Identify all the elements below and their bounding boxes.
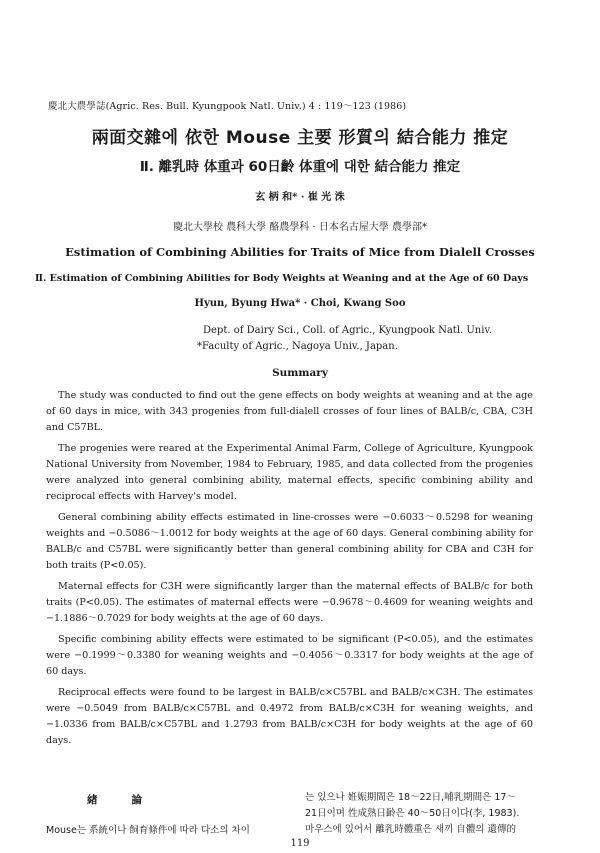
subtitle-korean: Ⅱ. 離乳時 体重과 60日齡 体重에 대한 結合能力 推定 (139, 159, 461, 175)
authors-korean: 玄 柄 和* · 崔 光 洙 (255, 192, 345, 203)
intro-right-column (305, 790, 537, 838)
affiliation-korean: 慶北大學校 農科大學 酪農學科 · 日本名古屋大學 農學部* (172, 222, 428, 233)
title-english: Estimation of Combining Abilities for Traits of Mice from Dialell Crosses (65, 245, 535, 259)
section-heading-char: 論 (131, 794, 142, 806)
affiliation-line: Dept. of Dairy Sci., Coll. of Agric., Kyungpook Natl. Univ. (203, 325, 493, 336)
summary-paragraph: Maternal effects for C3H were significantly larger than the maternal effects of BALB/c for both traits (P<0.05). The estimates of maternal effects were −0.9678～0.4609 for weaning weights and −1.1886～0.7029 for body weights at the age of 60 days. (46, 580, 533, 624)
summary-paragraph: The study was conducted to find out the gene effects on body weights at weaning and at the age of 60 days in mice, with 343 progenies from full-dialell crosses of four lines of BALB/c, CBA, C3H and C57BL. (46, 390, 533, 434)
page-number: 119 (290, 838, 310, 849)
section-heading-char: 緖 (87, 794, 98, 806)
intro-line: 는 있으나 姙娠期間은 18～22日,哺乳期間은 17～ (305, 792, 516, 803)
summary-paragraph: Specific combining ability effects were estimated to be significant (P<0.05), and the estimates were −0.1999～0.3380 for weaning weights and −0.4056～0.3317 for body weights at the age of 60 days. (46, 633, 533, 677)
authors-english: Hyun, Byung Hwa* · Choi, Kwang Soo (194, 298, 406, 309)
summary-paragraph: The progenies were reared at the Experimental Animal Farm, College of Agriculture, Kyungpook National University from November, 1984 to February, 1985, and data collected from the progenies were analyzed into general combining ability, maternal effects, specific combining ability and reciprocal effects with Harvey's model. (46, 442, 533, 503)
subtitle-english: Ⅱ. Estimation of Combining Abilities for Body Weights at Weaning and at the Age of 60 Days (35, 273, 529, 284)
affiliation-line: *Faculty of Agric., Nagoya Univ., Japan. (197, 341, 398, 352)
summary-body (46, 388, 533, 754)
intro-line: 마우스에 있어서 離乳時體重은 새끼 自體의 遺傳的 (305, 824, 517, 835)
intro-line: 21日이며 性成熟日齡은 40～50日이다(李, 1983). (305, 808, 520, 819)
journal-citation: 慶北大農學誌(Agric. Res. Bull. Kyungpook Natl. Univ.) 4 : 119～123 (1986) (48, 101, 407, 112)
section-heading-introduction (87, 792, 187, 807)
affiliation-english (197, 323, 493, 355)
summary-heading: Summary (272, 367, 328, 379)
intro-left-column: Mouse는 系統이나 飼育條件에 따라 다소의 차이 (46, 825, 250, 836)
summary-paragraph: Reciprocal effects were found to be largest in BALB/c×C57BL and BALB/c×C3H. The estimates were −0.5049 from BALB/c×C57BL and 0.4972 from BALB/c×C3H for weaning weights, and −1.0336 from BALB/c×C57BL and 1.2793 from BALB/c×C3H for body weights at the age of 60 days. (46, 686, 533, 746)
summary-paragraph: General combining ability effects estimated in line-crosses were −0.6033～0.5298 for weaning weights and −0.5086～1.0012 for body weights at the age of 60 days. General combining ability for BALB/c and C57BL were significantly better than general combining ability for CBA and C3H for both traits (P<0.05). (46, 511, 533, 572)
title-korean: 兩面交雜에 依한 Mouse 主要 形質의 結合能力 推定 (91, 128, 509, 148)
